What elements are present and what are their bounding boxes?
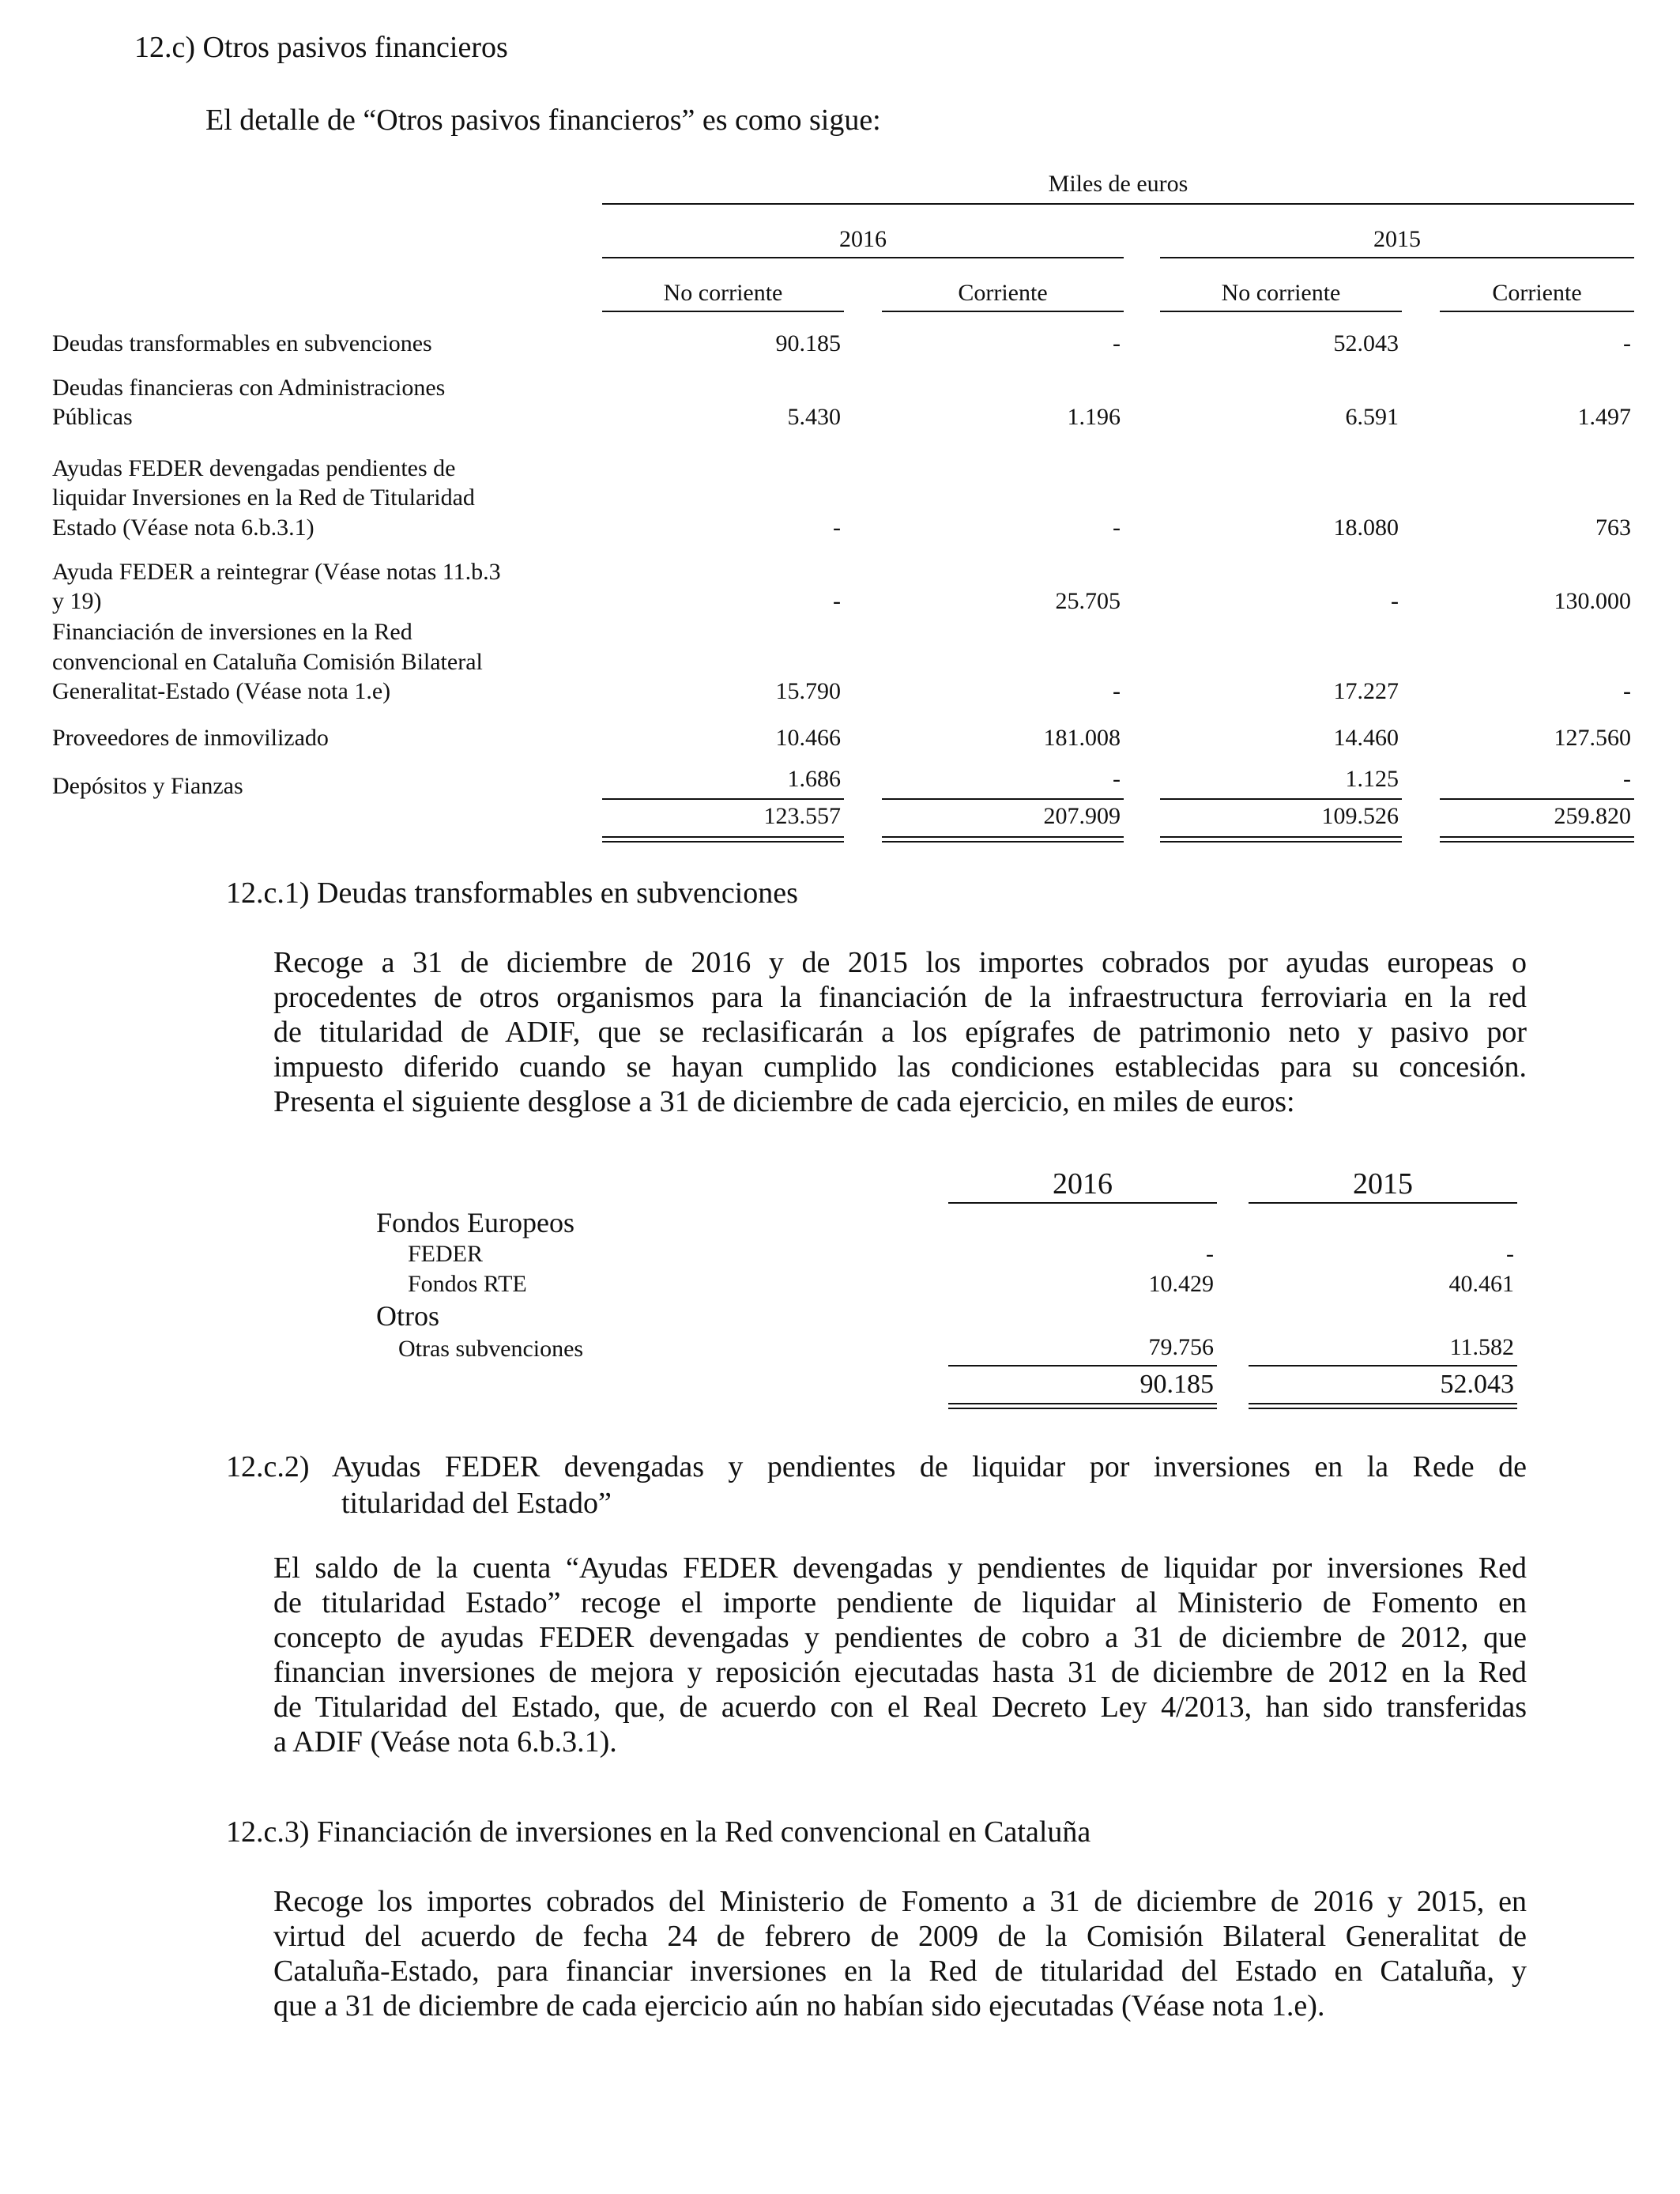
table-cell: 11.582	[1449, 1334, 1514, 1360]
table-cell: 25.705	[1055, 588, 1121, 614]
paragraph-line: financian inversiones de mejora y reposición ejecutadas hasta 31 de diciembre de 2012 en la Red	[273, 1656, 1527, 1689]
paragraph-line: a ADIF (Veáse nota 6.b.3.1).	[273, 1725, 617, 1759]
divider	[1160, 257, 1634, 258]
table-cell: 1.196	[1067, 404, 1121, 430]
divider	[1249, 1202, 1517, 1204]
divider	[1160, 311, 1402, 312]
table-cell: 130.000	[1554, 588, 1631, 614]
divider	[1440, 311, 1634, 312]
paragraph-line: virtud del acuerdo de fecha 24 de febrero de 2009 de la Comisión Bilateral Generalitat de	[273, 1920, 1527, 1953]
table-cell: 14.460	[1333, 725, 1399, 751]
row-label: convencional en Cataluña Comisión Bilateral	[52, 649, 483, 675]
divider	[948, 1202, 1217, 1204]
column-header: Corriente	[958, 280, 1048, 306]
paragraph-line: Recoge los importes cobrados del Ministerio de Fomento a 31 de diciembre de 2016 y 2015, en	[273, 1885, 1527, 1918]
table-cell: -	[1113, 766, 1121, 792]
total-double-rule	[1440, 836, 1634, 843]
year-header-2016: 2016	[839, 226, 887, 252]
row-label: FEDER	[408, 1241, 484, 1267]
table-cell: 5.430	[787, 404, 841, 430]
row-label: Proveedores de inmovilizado	[52, 725, 329, 751]
table-cell: 1.497	[1577, 404, 1631, 430]
table-cell: 79.756	[1148, 1334, 1214, 1360]
column-header: No corriente	[663, 280, 783, 306]
divider	[602, 257, 1124, 258]
subtotal-rule	[882, 798, 1124, 800]
table-cell: -	[833, 588, 841, 614]
group-label: Fondos Europeos	[376, 1207, 574, 1238]
total-double-rule	[1249, 1403, 1517, 1409]
paragraph	[273, 945, 1527, 1119]
paragraph-line: concepto de ayudas FEDER devengadas y pendientes de cobro a 31 de diciembre de 2012, que	[273, 1621, 1527, 1654]
subtotal-rule	[1160, 798, 1402, 800]
table-cell: -	[1623, 678, 1631, 704]
table-cell: -	[1623, 766, 1631, 792]
subsection-title: 12.c.3) Financiación de inversiones en la Red convencional en Cataluña	[226, 1815, 1091, 1849]
paragraph-line: que a 31 de diciembre de cada ejercicio aún no habían sido ejecutadas (Véase nota 1.e).	[273, 1989, 1325, 2022]
total-double-rule	[602, 836, 844, 843]
subsection-title-continued: titularidad del Estado”	[341, 1487, 612, 1520]
table-cell: -	[1113, 330, 1121, 356]
divider	[602, 203, 1634, 205]
subsection-title: 12.c.1) Deudas transformables en subvenciones	[226, 876, 798, 910]
table-cell: -	[1623, 330, 1631, 356]
table-cell: -	[1506, 1241, 1514, 1267]
column-header: No corriente	[1221, 280, 1341, 306]
row-label: Generalitat-Estado (Véase nota 1.e)	[52, 678, 391, 704]
table-cell: 181.008	[1043, 725, 1121, 751]
table-cell: 90.185	[775, 330, 841, 356]
row-label: Fondos RTE	[408, 1271, 527, 1297]
total-double-rule	[1160, 836, 1402, 843]
row-label: Deudas transformables en subvenciones	[52, 330, 432, 356]
total-cell: 52.043	[1440, 1370, 1514, 1399]
divider	[882, 311, 1124, 312]
row-label: liquidar Inversiones en la Red de Titularidad	[52, 484, 475, 511]
row-label: Otras subvenciones	[398, 1336, 584, 1362]
paragraph-line: de titularidad de ADIF, que se reclasificarán a los epígrafes de patrimonio neto y pasivo por	[273, 1016, 1527, 1049]
table-cell: 17.227	[1333, 678, 1399, 704]
table-cell: 1.686	[787, 766, 841, 792]
paragraph	[273, 1551, 1527, 1759]
table-cell: 763	[1595, 515, 1631, 541]
unit-label: Miles de euros	[1048, 171, 1188, 197]
table-cell: 40.461	[1448, 1271, 1514, 1297]
paragraph-line: impuesto diferido cuando se hayan cumplido las condiciones establecidas para su concesión.	[273, 1050, 1527, 1084]
paragraph-line: Recoge a 31 de diciembre de 2016 y de 2015 los importes cobrados por ayudas europeas o	[273, 946, 1527, 979]
year-header-2015: 2015	[1353, 1167, 1413, 1201]
paragraph	[273, 1884, 1527, 2023]
column-header: Corriente	[1492, 280, 1582, 306]
subtotal-rule	[602, 798, 844, 800]
divider	[602, 311, 844, 312]
table-cell: -	[1113, 678, 1121, 704]
total-cell: 123.557	[763, 803, 841, 829]
paragraph-line: El saldo de la cuenta “Ayudas FEDER devengadas y pendientes de liquidar por inversiones Red	[273, 1551, 1527, 1585]
table-cell: -	[833, 515, 841, 541]
row-label: Financiación de inversiones en la Red	[52, 619, 412, 645]
row-label: Ayudas FEDER devengadas pendientes de	[52, 455, 456, 481]
row-label: Ayuda FEDER a reintegrar (Véase notas 11.b.3	[52, 559, 501, 585]
row-label: Depósitos y Fianzas	[52, 773, 243, 799]
section-title: 12.c) Otros pasivos financieros	[134, 31, 508, 64]
row-label: Públicas	[52, 404, 133, 430]
table-cell: 127.560	[1554, 725, 1631, 751]
table-cell: 15.790	[775, 678, 841, 704]
paragraph-line: de Titularidad del Estado, que, de acuerdo con el Real Decreto Ley 4/2013, han sido transferidas	[273, 1691, 1527, 1724]
paragraph-line: procedentes de otros organismos para la financiación de la infraestructura ferroviaria en la red	[273, 981, 1527, 1014]
year-header-2015: 2015	[1373, 226, 1421, 252]
subtotal-rule	[948, 1365, 1217, 1367]
table-cell: 6.591	[1345, 404, 1399, 430]
row-label: Estado (Véase nota 6.b.3.1)	[52, 515, 315, 541]
total-cell: 90.185	[1139, 1370, 1214, 1399]
total-cell: 259.820	[1554, 803, 1631, 829]
paragraph-line: Cataluña-Estado, para financiar inversiones en la Red de titularidad del Estado en Cataluña, y	[273, 1955, 1527, 1988]
table-cell: 18.080	[1333, 515, 1399, 541]
group-label: Otros	[376, 1300, 439, 1332]
total-cell: 207.909	[1043, 803, 1121, 829]
subtotal-rule	[1440, 798, 1634, 800]
table-cell: -	[1391, 588, 1399, 614]
total-cell: 109.526	[1321, 803, 1399, 829]
total-double-rule	[948, 1403, 1217, 1409]
table-cell: 10.429	[1148, 1271, 1214, 1297]
paragraph-line: Presenta el siguiente desglose a 31 de diciembre de cada ejercicio, en miles de euros:	[273, 1085, 1295, 1118]
section-intro: El detalle de “Otros pasivos financieros” es como sigue:	[205, 104, 881, 137]
table-cell: -	[1206, 1241, 1214, 1267]
table-cell: -	[1113, 515, 1121, 541]
paragraph-line: de titularidad Estado” recoge el importe pendiente de liquidar al Ministerio de Fomento en	[273, 1586, 1527, 1619]
subsection-title: 12.c.2) Ayudas FEDER devengadas y pendientes de liquidar por inversiones en la Rede de	[226, 1450, 1527, 1483]
subtotal-rule	[1249, 1365, 1517, 1367]
row-label: Deudas financieras con Administraciones	[52, 375, 446, 401]
total-double-rule	[882, 836, 1124, 843]
row-label: y 19)	[52, 588, 102, 614]
table-cell: 52.043	[1333, 330, 1399, 356]
table-cell: 1.125	[1345, 766, 1399, 792]
table-cell: 10.466	[775, 725, 841, 751]
year-header-2016: 2016	[1053, 1167, 1113, 1201]
